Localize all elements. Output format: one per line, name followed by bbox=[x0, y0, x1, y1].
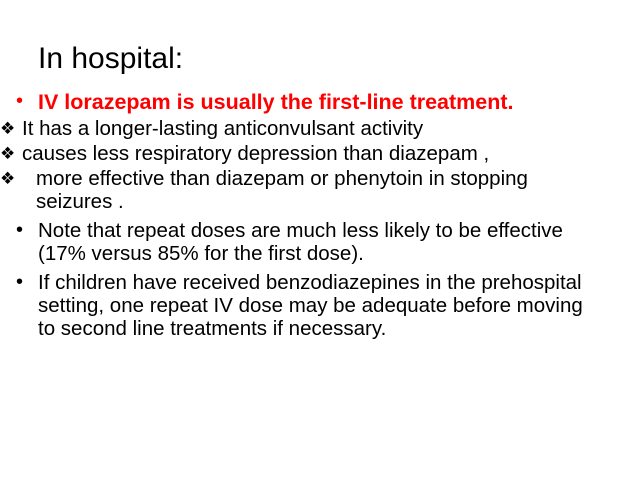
slide-title: In hospital: bbox=[38, 42, 184, 75]
list-item-text: IV lorazepam is usually the first-line treatment. bbox=[38, 90, 514, 114]
list-item bbox=[0, 167, 614, 213]
bullet-icon: • bbox=[16, 271, 24, 293]
list-item bbox=[0, 142, 614, 165]
list-item-text: If children have received benzodiazepines in the prehospital setting, one repeat IV dose may be adequate before moving to second line treatments if necessary. bbox=[38, 271, 583, 340]
list-item bbox=[14, 219, 614, 265]
list-item bbox=[14, 271, 614, 340]
bullet-icon: • bbox=[16, 219, 24, 241]
list-item-text: more effective than diazepam or phenytoin in stopping seizures . bbox=[36, 167, 528, 213]
diamond-bullet-icon: ❖ bbox=[0, 119, 16, 138]
list-item-text: causes less respiratory depression than diazepam , bbox=[22, 142, 490, 165]
list-item bbox=[14, 90, 614, 115]
list-item-text: Note that repeat doses are much less likely to be effective (17% versus 85% for the first dose). bbox=[38, 219, 563, 265]
list-item bbox=[0, 117, 614, 140]
bullet-icon: • bbox=[16, 90, 24, 112]
diamond-bullet-icon: ❖ bbox=[0, 144, 16, 163]
slide-body bbox=[0, 90, 614, 340]
list-item-text: It has a longer-lasting anticonvulsant activity bbox=[22, 117, 424, 140]
diamond-bullet-icon: ❖ bbox=[0, 169, 16, 188]
